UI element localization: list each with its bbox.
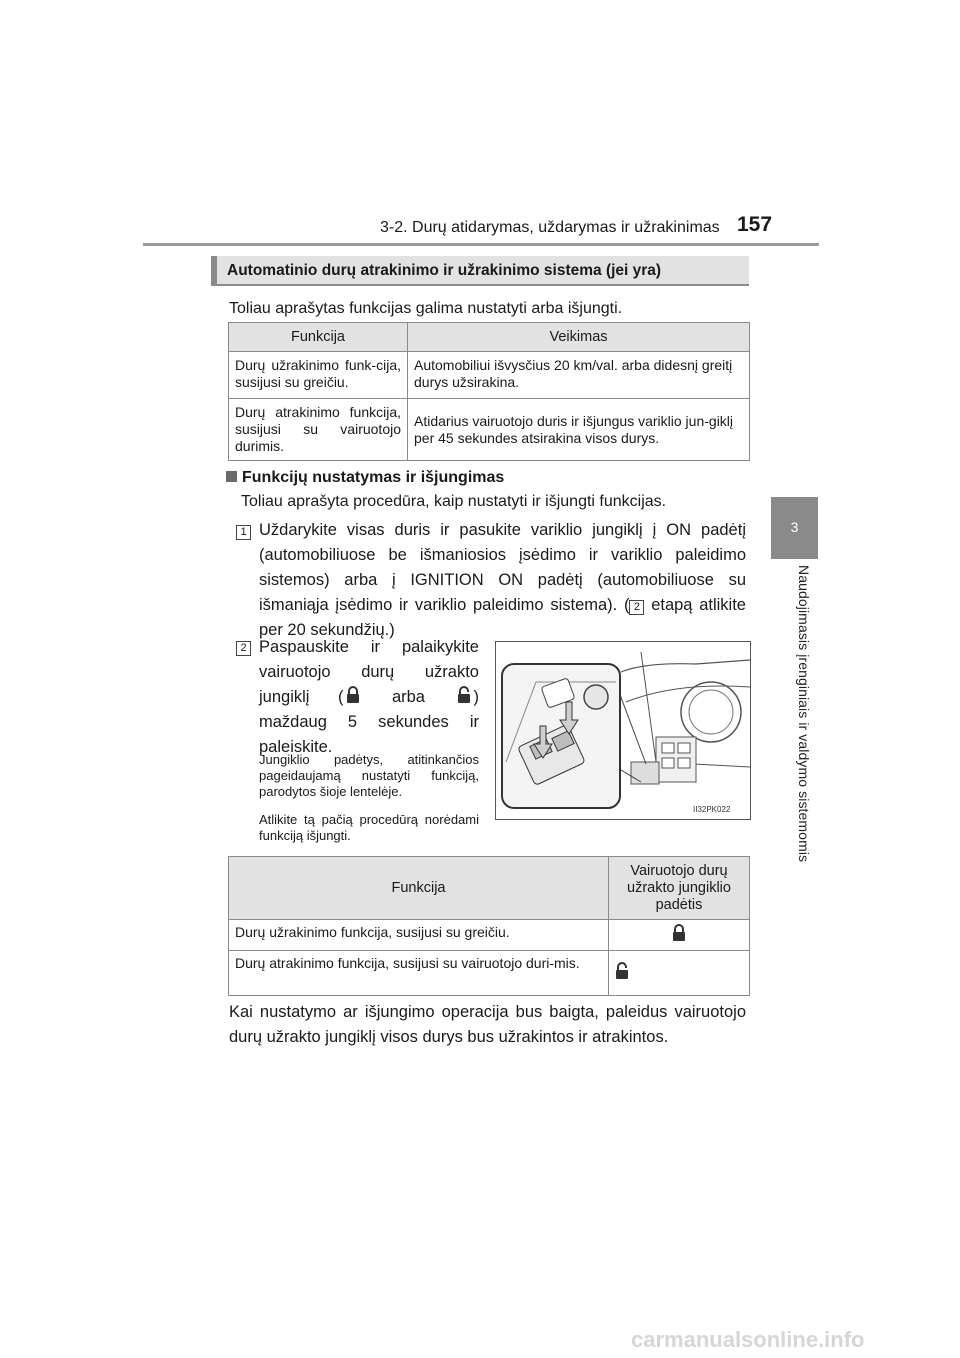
table-cell: Atidarius vairuotojo duris ir išjungus variklio jun-giklį per 45 sekundes atsirakina visos durys.: [408, 399, 750, 461]
step-number: 1: [236, 525, 251, 540]
step-1-text: [259, 518, 746, 643]
header-rule: [143, 243, 819, 246]
table-cell: Automobiliui išvysčius 20 km/val. arba didesnį greitį durys užsirakina.: [408, 352, 750, 399]
step-2-marker: [236, 638, 251, 656]
section-title: Automatinio durų atrakinimo ir užrakinimo sistema (jei yra): [227, 262, 662, 279]
lock-closed-icon: [346, 686, 360, 704]
table-row: [229, 951, 750, 996]
running-header: 3-2. Durų atidarymas, uždarymas ir užrakinimas: [380, 219, 720, 236]
switch-position-table: [228, 856, 750, 996]
figure-code: II32PK022: [693, 805, 731, 814]
step-2-note: Atlikite tą pačią procedūrą norėdami funkciją išjungti.: [259, 812, 479, 843]
table-row: [229, 352, 750, 399]
table-cell: Durų užrakinimo funk-cija, susijusi su greičiu.: [229, 352, 408, 399]
switch-illustration-drawing: [496, 642, 750, 819]
step-text: Uždarykite visas duris ir pasukite variklio jungiklį į ON padėtį (automobiliuose be išmaniosios įsėdimo ir variklio paleidimo sistemos) arba į IGNITION ON padėtį (automobiliuose su išmaniąja įsėdimo ir variklio paleidimo sistema). (: [259, 521, 746, 614]
section-heading-accent: [211, 256, 217, 286]
subsection-intro: Toliau aprašyta procedūra, kaip nustatyti ir išjungti funkcijas.: [241, 493, 667, 510]
table-row: [229, 920, 750, 951]
switch-illustration: [495, 641, 751, 820]
watermark: carmanualsonline.info: [631, 1327, 865, 1352]
step-text: Paspauskite ir palaikykite vairuotojo durų užrakto jungiklį (: [259, 638, 479, 706]
table-header-function: Funkcija: [229, 857, 609, 920]
step-number: 2: [236, 641, 251, 656]
table-header-operation: Veikimas: [408, 323, 750, 352]
subsection-title: [226, 469, 504, 487]
function-table: [228, 322, 750, 461]
lock-open-icon: [615, 962, 629, 980]
closing-paragraph: Kai nustatymo ar išjungimo operacija bus baigta, paleidus vairuotojo durų užrakto jungiklį visos durys bus užrakintos ir atrakintos.: [229, 1003, 746, 1046]
step-2-text: [259, 635, 479, 760]
subsection-title-text: Funkcijų nustatymas ir išjungimas: [242, 469, 505, 486]
table-cell-icon: [609, 951, 750, 996]
chapter-number: 3: [790, 519, 799, 535]
bullet-square-icon: [226, 471, 237, 482]
table-cell-icon: [609, 920, 750, 951]
table-cell: Durų atrakinimo funkcija, susijusi su vairuotojo duri-mis.: [229, 951, 609, 996]
step-text: etapą atlikite per 20 sekundžių.): [259, 596, 746, 639]
step-1-marker: [236, 522, 251, 540]
lock-closed-icon: [672, 924, 686, 942]
chapter-title: Naudojimasis įrenginiais ir valdymo sistemomis: [796, 565, 812, 863]
table-cell: Durų užrakinimo funkcija, susijusi su greičiu.: [229, 920, 609, 951]
step-text: ) maždaug 5 sekundes ir paleiskite.: [259, 688, 479, 756]
step-text: arba: [363, 688, 454, 706]
table-header-switch-position: Vairuotojo durų užrakto jungiklio padėtis: [609, 857, 750, 920]
table-cell: Durų atrakinimo funkcija, susijusi su vairuotojo durimis.: [229, 399, 408, 461]
section-intro: Toliau aprašytas funkcijas galima nustatyti arba išjungti.: [229, 300, 623, 317]
step-2-note: Jungiklio padėtys, atitinkančios pageidaujamą nustatyti funkciją, parodytos šioje lentelėje.: [259, 752, 479, 799]
table-header-function: Funkcija: [229, 323, 408, 352]
step-ref-marker: 2: [629, 600, 644, 615]
lock-open-icon: [457, 686, 471, 704]
page-number: 157: [737, 213, 773, 236]
table-row: [229, 399, 750, 461]
